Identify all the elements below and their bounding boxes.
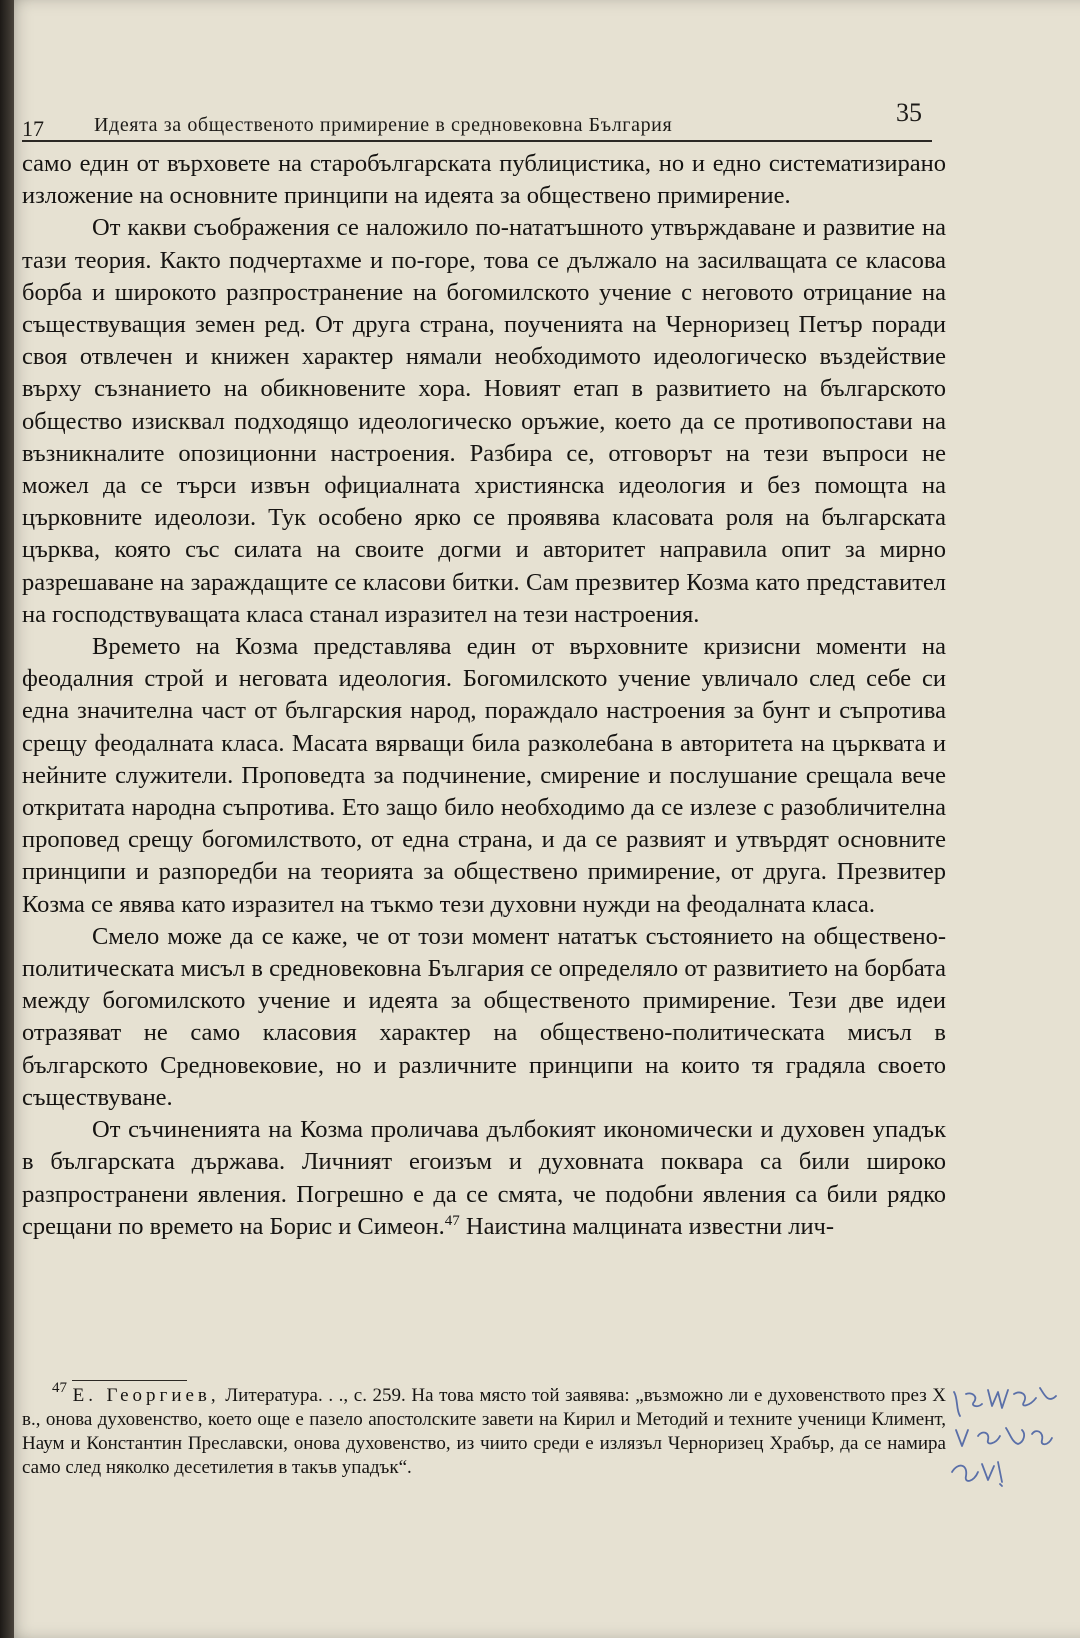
footnote bbox=[22, 1380, 947, 1480]
paragraph: Смело може да се каже, че от този момент нататък състоянието на обществено-политическата мисъл в средновековна България се определяло от развитието на борбата между богомилското учение и идеята за общественото примирение. Тези две идеи отразяват не само класовия характер на обществено-политическата мисъл в българското Средновековие, но и различните принципи на които тя градяла своето съществуване. bbox=[22, 922, 946, 1111]
running-title: Идеята за общественото примирение в средновековна България bbox=[94, 114, 673, 136]
footnote-reference[interactable]: 47 bbox=[444, 1212, 460, 1229]
paragraph-with-footnote bbox=[22, 1114, 946, 1243]
pencil-annotation bbox=[948, 1384, 1068, 1504]
page-number: 35 bbox=[896, 98, 922, 127]
header-rule bbox=[22, 140, 932, 142]
footnote-author: Е. Георгиев, bbox=[72, 1385, 220, 1406]
running-header bbox=[22, 92, 922, 141]
book-spine bbox=[0, 0, 14, 1638]
footnotes bbox=[22, 1380, 947, 1480]
paragraph: От какви съображения се наложило по-нататъшното утвърждаване и развитие на тази теория. Както подчертахме и по-горе, това се дължало на засилващата се класова борба и широкото разпространение на богомилското учение с неговото отрицание на съществуващия земен ред. От друга страна, поученията на Черноризец Петър поради своя отвлечен и книжен характер нямали необходимото идеологическо въздействие върху съзнанието на обикновените хора. Новият етап в развитието на българското общество изисквал подходящо идеологическо оръжие, което да се противопостави на възникналите опозиционни настроения. Разбира се, отговорът на тези въпроси не можел да се търси извън официалната християнска идеология и без помощта на църковните идеолози. Тук особено ярко се проявява класовата роля на българската църква, която със силата на своите догми и авторитет направила опит за мирно разрешаване на зараждащите се класови битки. Сам презвитер Козма като представител на господствуващата класа станал изразител на тези настроения. bbox=[22, 214, 946, 628]
paragraph-text: От съчиненията на Козма проличава дълбокият икономически и духовен упадък в българската държава. Личният егоизъм и духовната поквара са били широко разпространени явления. Погрешно е да се смята, че подобни явления са били рядко срещани по времето на Борис и Симеон. bbox=[22, 1116, 946, 1240]
signature-mark: 17 bbox=[22, 116, 44, 141]
paragraph: Времето на Козма представлява един от върховните кризисни моменти на феодалния строй и неговата идеология. Богомилското учение увличало след себе си една значителна част от българския народ, пораждало настроения за бунт и съпротива срещу феодалната класа. Масата вярващи била разколебана в авторитета на църквата и нейните служители. Проповедта за подчинение, смирение и послушание срещала вече откритата народна съпротива. Ето защо било необходимо да се излезе с разобличителна проповед срещу богомилството, от една страна, и да се развият и утвърдят основните принципи и разпоредби на теорията за обществено примирение, от друга. Презвитер Козма се явява като изразител на тъкмо тези духовни нужди на феодалната класа. bbox=[22, 633, 946, 918]
main-text bbox=[22, 148, 946, 1243]
footnote-rule bbox=[72, 1380, 187, 1381]
footnote-text: Литература. . ., с. 259. На това място той заявява: „възможно ли е духовенството през X в., онова духовенство, което още е пазело апостолските завети на Кирил и Методий и техните ученици Климент, Наум и Константин Преславски, онова духовенство, из чиито среди е излязъл Черноризец Храбър, да се намира само след няколко десетилетия в такъв упадък“. bbox=[22, 1385, 947, 1478]
paragraph-text: Наистина малцината известни лич- bbox=[465, 1212, 835, 1240]
footnote-number: 47 bbox=[52, 1380, 67, 1396]
paragraph-continued: само един от върховете на старобългарската публицистика, но и едно систематизирано изложение на основните принципи на идеята за обществено примирение. bbox=[22, 150, 946, 210]
